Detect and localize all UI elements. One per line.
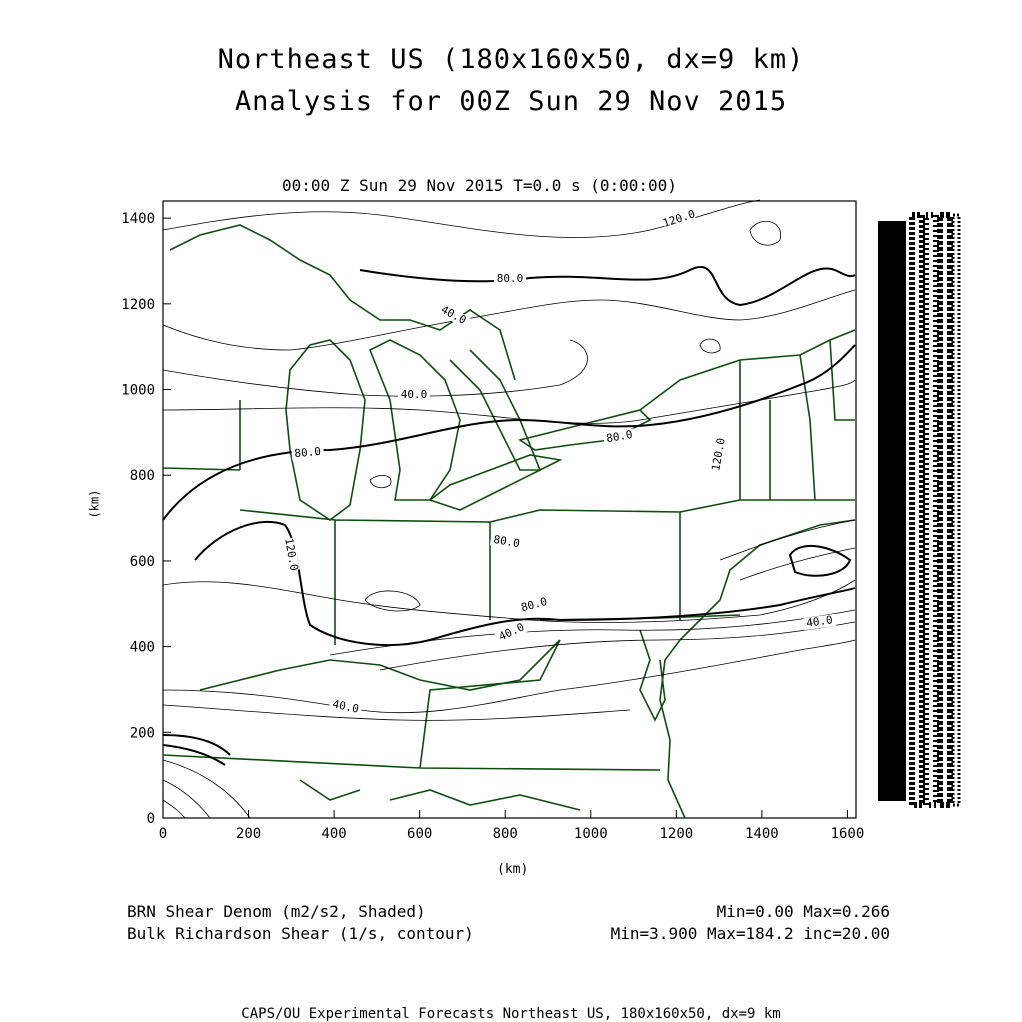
contour-label: 40.0 [496,620,527,644]
contour-line [163,735,230,765]
shaded-min-max: Min=0.00 Max=0.266 [716,902,890,921]
y-tick-label: 600 [129,553,155,570]
contour-line [360,267,855,305]
x-tick-label: 1400 [745,826,779,842]
colorbar-labels [912,215,959,805]
contour-label: 120.0 [709,436,728,472]
contour-line [163,345,855,520]
x-axis-ticks [159,810,865,842]
y-tick-label: 400 [129,639,155,656]
contours [163,200,855,818]
new-england-lines [770,340,855,500]
x-axis-label: (km) [497,862,529,877]
contour-line [370,475,391,487]
legend-contour-field: Bulk Richardson Shear (1/s, contour) [127,924,474,943]
contour-label: 120.0 [661,207,697,230]
contour-line [163,580,855,622]
contour-label: 80.0 [519,594,549,615]
michigan-peninsula [370,340,460,500]
lake-michigan [286,340,365,520]
contour-label: 120.0 [282,536,301,572]
legend-shaded-field: BRN Shear Denom (m2/s2, Shaded) [127,902,426,921]
y-tick-label: 200 [129,725,155,742]
contour-label: 80.0 [496,272,524,285]
x-tick-label: 1200 [659,826,694,842]
lake-huron [450,350,540,470]
y-tick-label: 0 [146,811,155,827]
footer-credit: CAPS/OU Experimental Forecasts Northeast US, 180x160x50, dx=9 km [241,1006,781,1022]
lake-superior-shore [170,225,515,380]
contour-line [380,622,855,670]
x-tick-label: 400 [321,826,347,842]
contour-line [330,610,855,655]
contour-label: 40.0 [805,613,834,630]
contour-line [750,221,781,245]
x-tick-label: 1600 [830,826,865,842]
valid-time-label: 00:00 Z Sun 29 Nov 2015 T=0.0 s (0:00:00) [282,176,677,195]
contour-label: 40.0 [331,697,361,716]
y-axis-label: (km) [87,489,102,519]
x-tick-label: 200 [235,826,262,842]
x-tick-label: 800 [492,826,518,842]
map-frame [163,201,856,818]
border-east [640,330,855,410]
southern-boundary [300,780,580,810]
contour-label: 40.0 [400,388,428,401]
contour-line [365,591,420,611]
plot-subtitle-analysis: Analysis for 00Z Sun 29 Nov 2015 [234,86,788,117]
atlantic-coast [660,520,855,818]
x-tick-label: 600 [407,826,433,842]
y-tick-label: 1400 [121,211,155,228]
plot-title: Northeast US (180x160x50, dx=9 km) [217,44,805,75]
contour-line [163,290,855,350]
y-tick-label: 800 [129,468,155,485]
contour-label: 40.0 [438,302,469,327]
state-lines [163,360,855,770]
x-tick-label: 1000 [573,826,608,842]
y-tick-label: 1000 [121,382,155,399]
contour-min-max: Min=3.900 Max=184.2 inc=20.00 [610,924,890,943]
contour-line [163,760,250,818]
colorbar [878,221,906,801]
contour-label: 80.0 [605,427,634,446]
lake-erie [430,455,560,510]
contour-line [720,520,855,580]
y-tick-label: 1200 [121,296,155,313]
contour-line [163,640,855,716]
contour-label: 80.0 [293,444,322,461]
x-tick-label: 0 [158,826,168,842]
contour-line [163,340,588,396]
contour-label: 80.0 [492,532,521,551]
contour-line [700,339,720,353]
